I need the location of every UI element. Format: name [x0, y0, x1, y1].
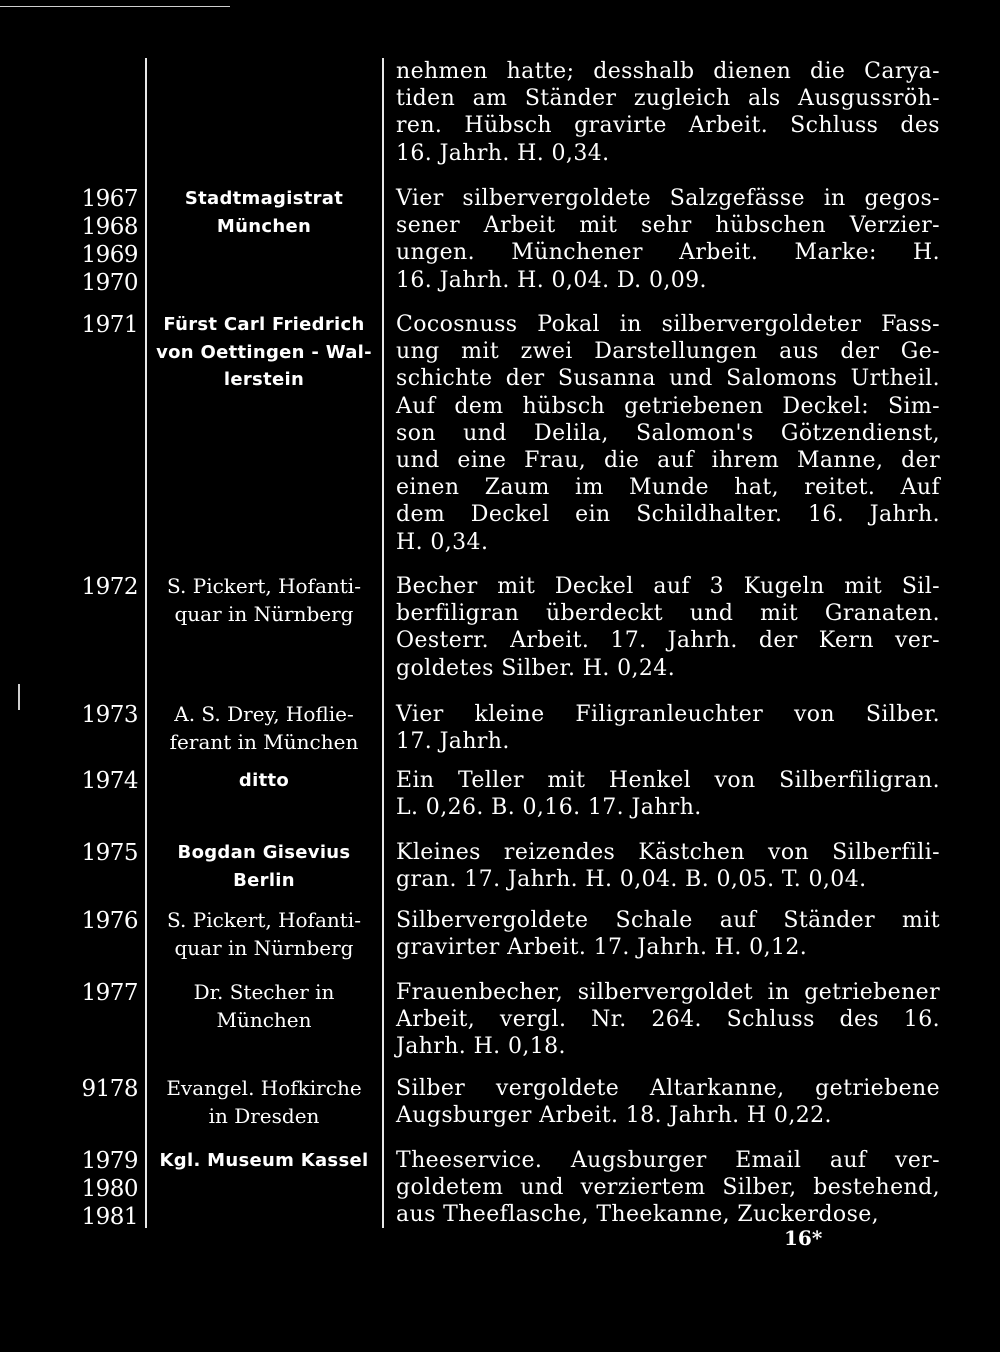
lender-line: Dr. Stecher in: [193, 980, 335, 1004]
catalogue-number: 1967: [81, 186, 138, 212]
description-line: Cocosnuss Pokal in silbervergoldeter Fass-: [396, 312, 940, 337]
catalogue-numbers: [70, 573, 138, 601]
description-line: Augsburger Arbeit. 18. Jahrh. H 0,22.: [396, 1103, 832, 1129]
description-line: berfiligran überdeckt und mit Granaten.: [396, 601, 940, 627]
description-line: aus Theeflasche, Theekanne, Zuckerdose,: [396, 1202, 880, 1228]
description-line: Theeservice. Augsburger Email auf ver-: [396, 1148, 940, 1173]
item-description: [396, 767, 940, 821]
catalogue-number: 1975: [81, 840, 138, 866]
catalogue-numbers: [70, 979, 138, 1007]
lender-line: quar in Nürnberg: [174, 935, 354, 960]
description-line: Oesterr. Arbeit. 17. Jahrh. der Kern ver-: [396, 628, 940, 654]
continuation-text: [396, 58, 940, 167]
description-line: goldetem und verziertem Silber, bestehend,: [396, 1175, 940, 1201]
description-line: Silbervergoldete Schale auf Ständer mit: [396, 908, 940, 933]
lender-line: von Oettingen - Wal-: [156, 341, 372, 363]
description-line: Arbeit, vergl. Nr. 264. Schluss des 16.: [396, 1007, 940, 1033]
lender-line: Fürst Carl Friedrich: [163, 314, 365, 335]
description-line: schichte der Susanna und Salomons Urtheil.: [396, 366, 940, 392]
lender-line: Berlin: [233, 869, 295, 891]
catalogue-number: 1971: [81, 312, 138, 338]
catalogue-number: 1974: [81, 768, 138, 794]
description-line: Frauenbecher, silbervergoldet in getriebener: [396, 980, 940, 1005]
description-line: dem Deckel ein Schildhalter. 16. Jahrh.: [396, 502, 940, 528]
description-line: L. 0,26. B. 0,16. 17. Jahrh.: [396, 795, 702, 821]
catalogue-number: 1968: [81, 214, 138, 240]
catalogue-numbers: [70, 839, 138, 867]
lender-line: lerstein: [223, 369, 305, 390]
lender: [150, 311, 378, 394]
description-line: Becher mit Deckel auf 3 Kugeln mit Sil-: [396, 574, 940, 599]
lender-line: Kgl. Museum Kassel: [159, 1150, 369, 1171]
description-line: gravirter Arbeit. 17. Jahrh. H. 0,12.: [396, 935, 808, 961]
catalogue-number: 9178: [81, 1076, 138, 1102]
item-description: [396, 701, 940, 755]
item-description: [396, 907, 940, 961]
lender: [150, 839, 378, 894]
lender: [150, 767, 378, 795]
catalogue-number: 1972: [81, 574, 138, 600]
lender-line: S. Pickert, Hofanti-: [167, 908, 361, 932]
text-line: 16. Jahrh. H. 0,34.: [396, 140, 610, 166]
description-line: Jahrh. H. 0,18.: [396, 1034, 566, 1060]
description-line: einen Zaum im Munde hat, reitet. Auf: [396, 475, 940, 501]
lender-line: A. S. Drey, Hoflie-: [174, 702, 354, 726]
catalogue-numbers: [70, 767, 138, 795]
description-line: son und Delila, Salomon's Götzendienst,: [396, 420, 940, 446]
description-line: Vier kleine Filigranleuchter von Silber.: [396, 702, 940, 727]
lender-line: München: [216, 1007, 312, 1032]
lender-line: Bogdan Gisevius: [177, 842, 351, 863]
lender-line: ditto: [238, 770, 290, 791]
lender: [150, 1075, 378, 1130]
item-description: [396, 573, 940, 682]
catalogue-number: 1976: [81, 908, 138, 934]
lender: [150, 979, 378, 1034]
description-line: Vier silbervergoldete Salzgefässe in gegos-: [396, 186, 940, 211]
column-rule-right: [382, 58, 384, 1228]
catalogue-numbers: [70, 1147, 138, 1231]
lender-line: in Dresden: [208, 1103, 320, 1128]
catalogue-numbers: [70, 311, 138, 339]
description-line: goldetes Silber. H. 0,24.: [396, 655, 676, 681]
item-description: [396, 1147, 940, 1229]
description-line: ungen. Münchener Arbeit. Marke: H.: [396, 240, 940, 266]
description-line: ung mit zwei Darstellungen aus der Ge-: [396, 339, 940, 365]
description-line: 17. Jahrh.: [396, 729, 510, 755]
text-line: tiden am Ständer zugleich als Ausgussröh-: [396, 86, 940, 112]
item-description: [396, 979, 940, 1061]
text-line: nehmen hatte; desshalb dienen die Carya-: [396, 59, 940, 84]
catalogue-number: 1973: [81, 702, 138, 728]
catalogue-numbers: [70, 701, 138, 729]
lender-line: S. Pickert, Hofanti-: [167, 574, 361, 598]
column-rule-left: [145, 58, 147, 1228]
description-line: Auf dem hübsch getriebenen Deckel: Sim-: [396, 393, 940, 419]
item-description: [396, 839, 940, 893]
lender-line: ferant in München: [169, 729, 359, 754]
description-line: H. 0,34.: [396, 529, 489, 555]
scan-noise: [0, 6, 230, 7]
lender-line: Stadtmagistrat: [184, 188, 344, 209]
lender: [150, 573, 378, 628]
catalogue-number: 1969: [81, 242, 138, 268]
catalogue-number: 1977: [81, 980, 138, 1006]
catalogue-number: 1979: [81, 1148, 138, 1174]
description-line: und eine Frau, die auf ihrem Manne, der: [396, 448, 940, 474]
catalogue-numbers: [70, 907, 138, 935]
lender-line: quar in Nürnberg: [174, 601, 354, 626]
lender-line: Evangel. Hofkirche: [166, 1076, 362, 1100]
description-line: sener Arbeit mit sehr hübschen Verzier-: [396, 213, 940, 239]
description-line: Silber vergoldete Altarkanne, getriebene: [396, 1076, 940, 1101]
item-description: [396, 1075, 940, 1129]
catalogue-number: 1981: [81, 1204, 138, 1230]
catalogue-numbers: [70, 1075, 138, 1103]
catalogue-number: 1980: [81, 1176, 138, 1202]
text-line: ren. Hübsch gravirte Arbeit. Schluss des: [396, 113, 940, 139]
item-description: [396, 185, 940, 294]
item-description: [396, 311, 940, 556]
catalogue-numbers: [70, 185, 138, 297]
lender: [150, 907, 378, 962]
lender-line: München: [216, 215, 312, 237]
page-footer: 16*: [784, 1226, 823, 1250]
lender: [150, 185, 378, 240]
lender: [150, 1147, 378, 1175]
lender: [150, 701, 378, 756]
description-line: Kleines reizendes Kästchen von Silberfili-: [396, 840, 940, 865]
catalogue-number: 1970: [81, 270, 138, 296]
description-line: gran. 17. Jahrh. H. 0,04. B. 0,05. T. 0,04.: [396, 867, 867, 893]
scan-noise: [18, 684, 20, 710]
description-line: 16. Jahrh. H. 0,04. D. 0,09.: [396, 267, 707, 293]
description-line: Ein Teller mit Henkel von Silberfiligran.: [396, 768, 940, 793]
